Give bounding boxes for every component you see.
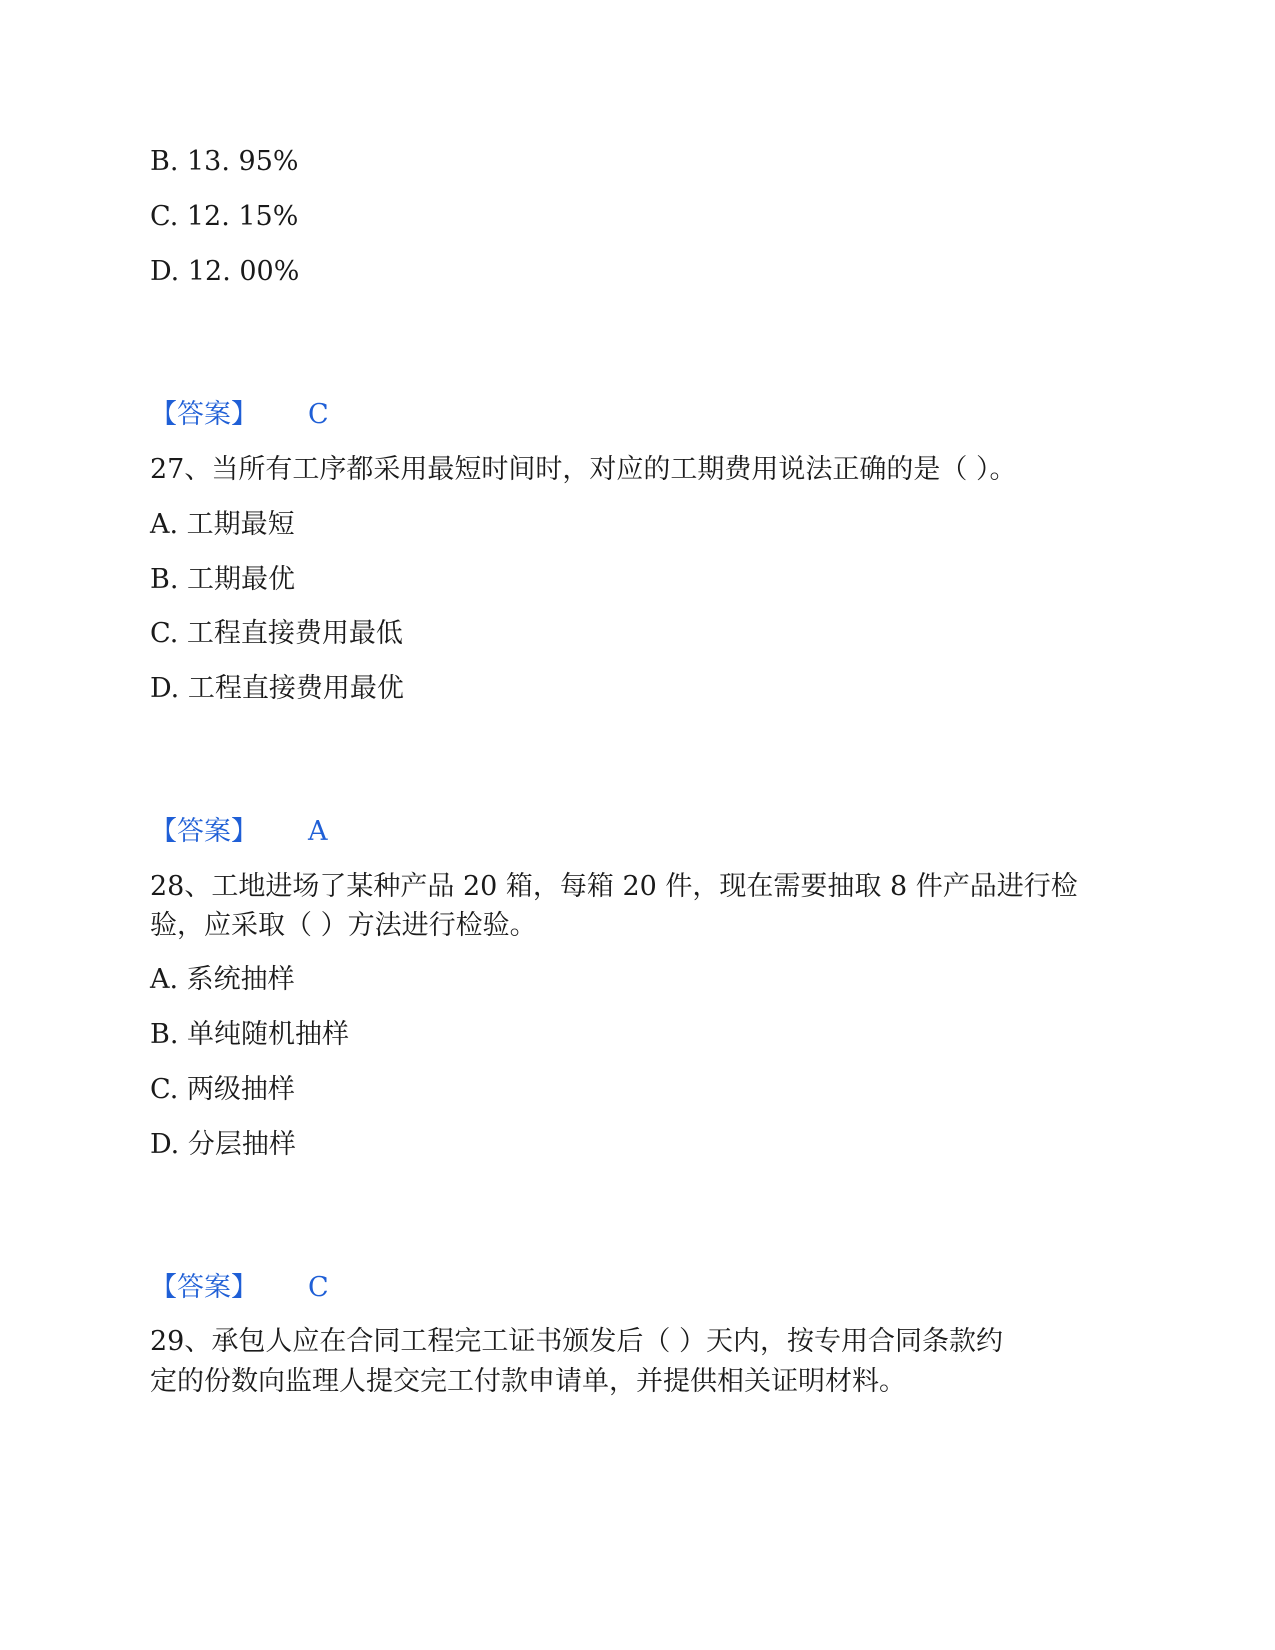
prev-answer	[150, 395, 329, 435]
q28-stem-line1: 28、工地进场了某种产品 20 箱，每箱 20 件，现在需要抽取 8 件产品进行检	[150, 871, 1078, 902]
answer-label: 【答案】	[150, 399, 258, 430]
q27-stem: 27、当所有工序都采用最短时间时，对应的工期费用说法正确的是（ ）。	[150, 454, 1017, 485]
q28-option-c: C. 两级抽样	[150, 1074, 295, 1105]
q28-option-b: B. 单纯随机抽样	[150, 1019, 350, 1050]
answer-label: 【答案】	[150, 816, 258, 847]
q28-option-a: A. 系统抽样	[150, 964, 295, 995]
q28-option-d: D. 分层抽样	[150, 1129, 296, 1160]
prev-option-b: B. 13. 95%	[150, 146, 299, 177]
q28-answer	[150, 1268, 329, 1308]
answer-value: C	[308, 399, 329, 430]
answer-label: 【答案】	[150, 1272, 258, 1303]
q29-stem-line2: 定的份数向监理人提交完工付款申请单，并提供相关证明材料。	[150, 1366, 906, 1397]
answer-value: C	[308, 1272, 329, 1303]
prev-option-c: C. 12. 15%	[150, 201, 299, 232]
q27-option-d: D. 工程直接费用最优	[150, 673, 404, 704]
q27-option-b: B. 工期最优	[150, 564, 296, 595]
answer-value: A	[308, 816, 328, 847]
q29-stem-line1: 29、承包人应在合同工程完工证书颁发后（ ）天内，按专用合同条款约	[150, 1326, 1003, 1357]
q27-option-c: C. 工程直接费用最低	[150, 618, 403, 649]
q28-stem-line2: 验，应采取（ ）方法进行检验。	[150, 910, 537, 941]
q27-answer	[150, 812, 328, 852]
q27-option-a: A. 工期最短	[150, 509, 295, 540]
prev-option-d: D. 12. 00%	[150, 256, 300, 287]
